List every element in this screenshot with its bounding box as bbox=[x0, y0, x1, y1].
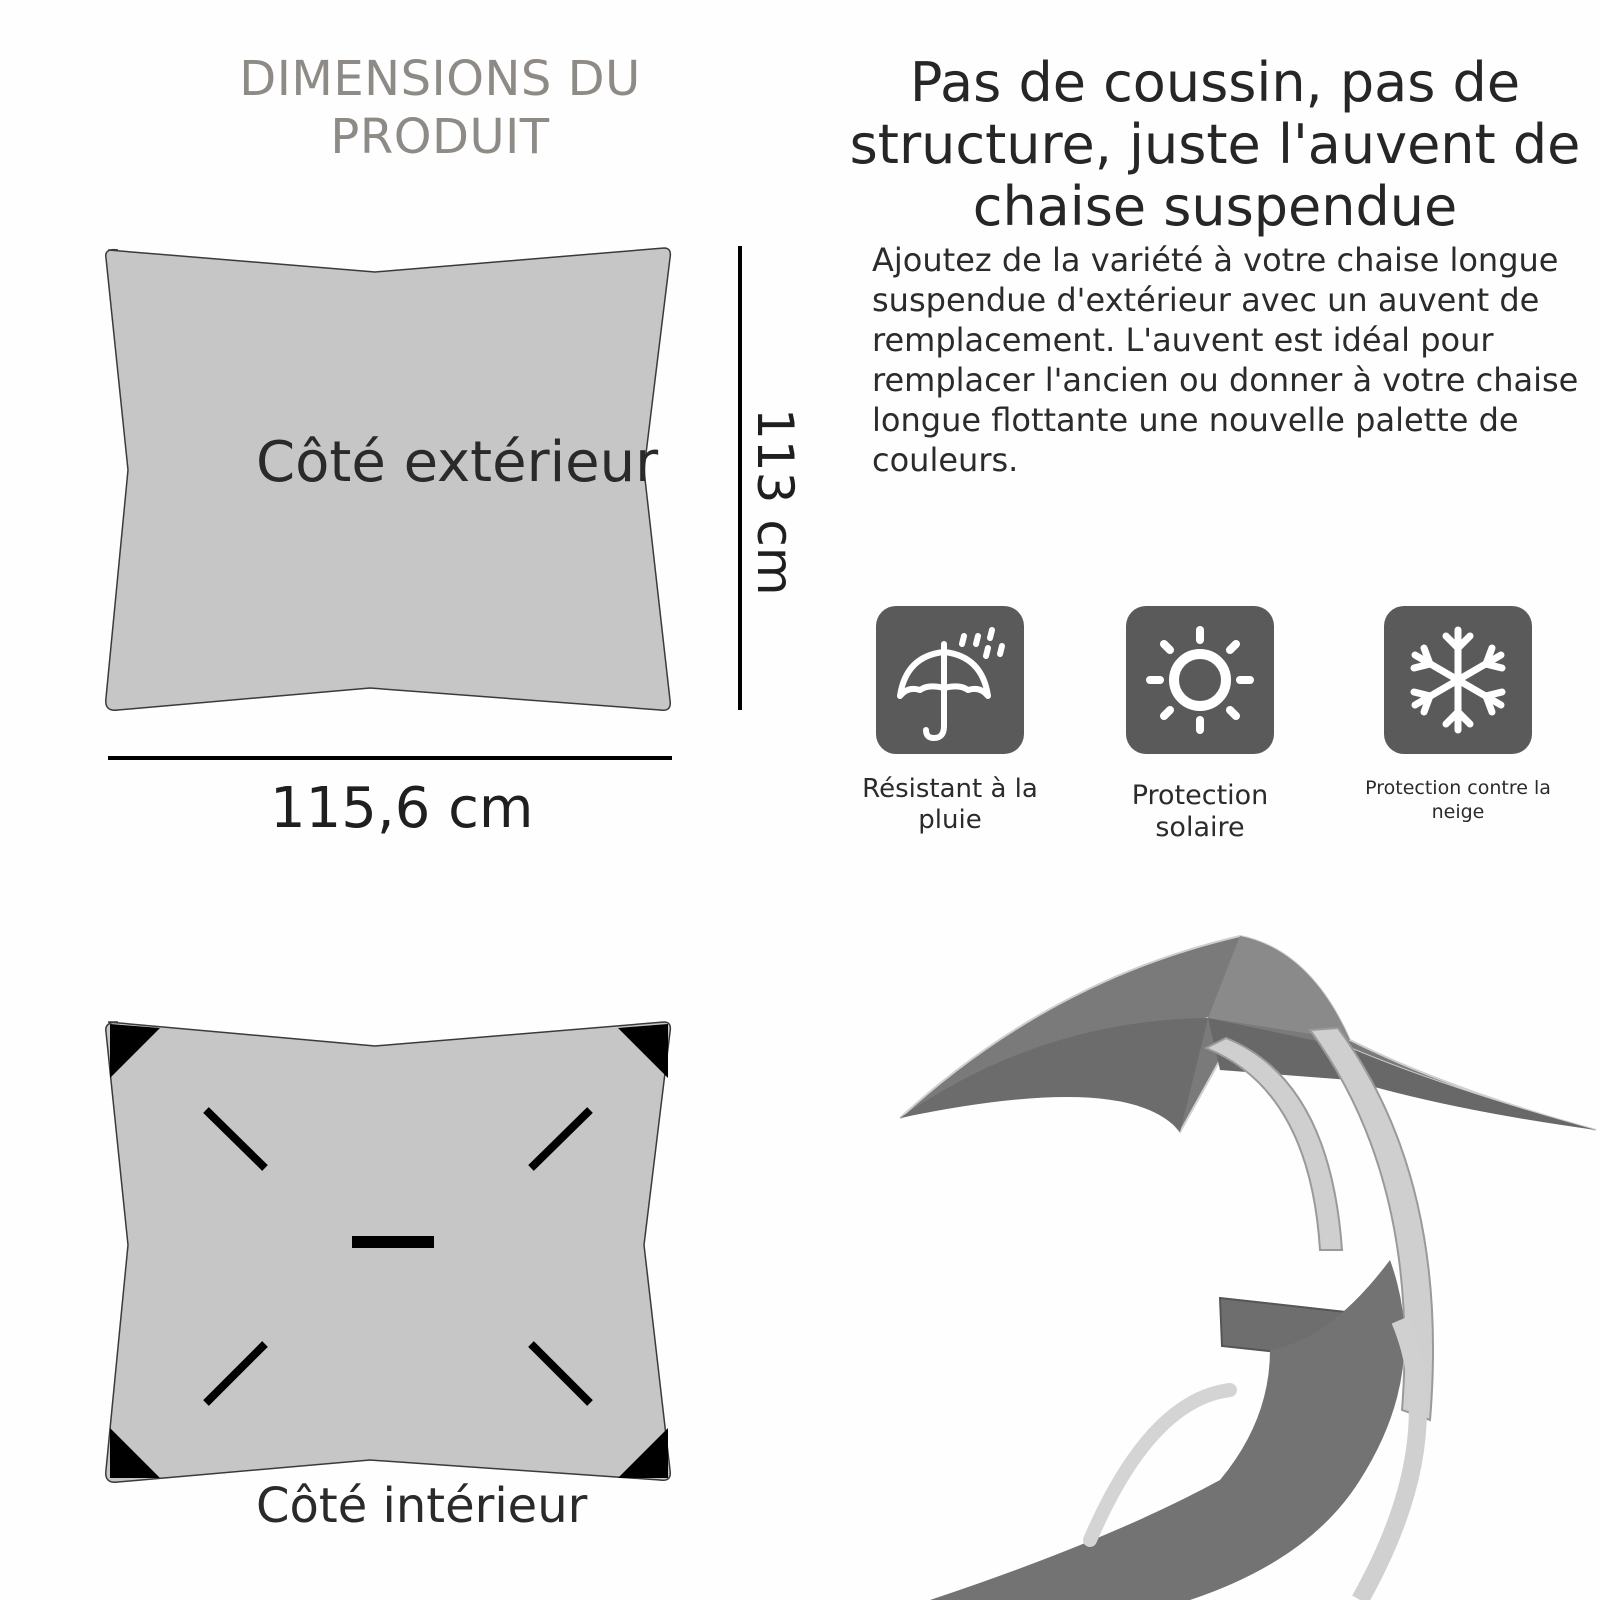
inner-side-label: Côté intérieur bbox=[256, 1478, 588, 1534]
feature-snow bbox=[1358, 606, 1558, 824]
width-label: 115,6 cm bbox=[270, 776, 534, 841]
headline: Pas de coussin, pas de structure, juste l'auvent de chaise suspendue bbox=[849, 51, 1581, 238]
snowflake-icon bbox=[1384, 606, 1532, 754]
feature-rain-label: Résistant à la pluie bbox=[862, 774, 1038, 835]
feature-snow-label: Protection contre la neige bbox=[1365, 777, 1551, 823]
inner-canopy-shape bbox=[106, 1022, 671, 1482]
height-label: 113 cm bbox=[746, 408, 804, 596]
feature-rain bbox=[850, 606, 1050, 836]
description: Ajoutez de la variété à votre chaise longue suspendue d'extérieur avec un auvent de remplacement. L'auvent est idéal pour remplacer l'ancien ou donner à votre chaise longue flottante une nouvelle palette de couleurs. bbox=[872, 241, 1579, 479]
umbrella-rain-icon bbox=[876, 606, 1024, 754]
dimensions-title-line1: DIMENSIONS DU bbox=[239, 51, 641, 107]
dimensions-title-line2: PRODUIT bbox=[330, 109, 550, 165]
hanging-chair-image bbox=[890, 920, 1600, 1600]
feature-sun bbox=[1100, 606, 1300, 844]
outer-side-label: Côté extérieur bbox=[256, 430, 659, 495]
sun-icon bbox=[1126, 606, 1274, 754]
feature-sun-label: Protection solaire bbox=[1131, 780, 1269, 843]
